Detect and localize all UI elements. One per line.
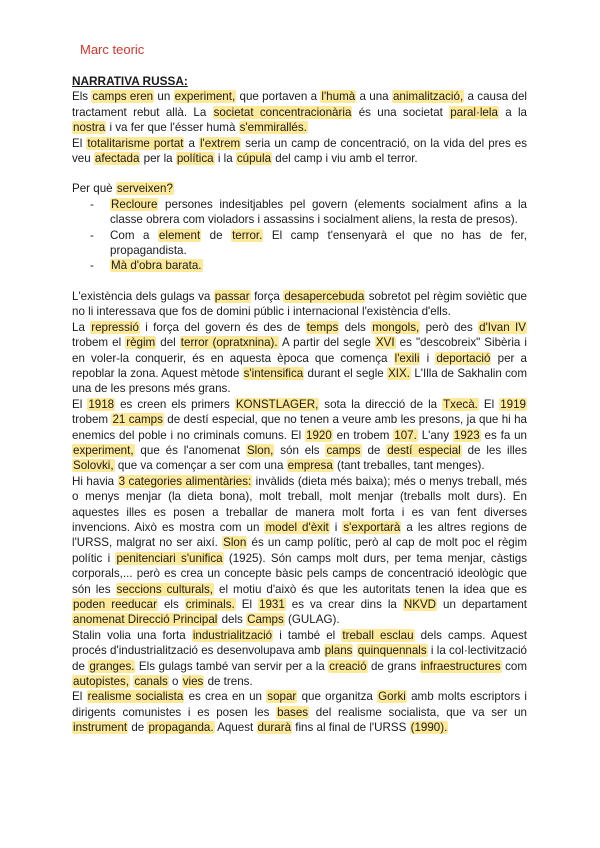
highlighted-text: 107. bbox=[394, 428, 417, 442]
page-title: Marc teoric bbox=[80, 42, 145, 57]
highlighted-text: nostra bbox=[73, 121, 106, 135]
highlighted-text: 1918 bbox=[88, 397, 115, 411]
highlighted-text: desapercebuda bbox=[284, 289, 365, 303]
highlighted-text: element bbox=[158, 228, 201, 242]
highlighted-text: KONSTLAGER, bbox=[235, 397, 319, 411]
body-paragraph-4: Hi havia 3 categories alimentàries: invàlids (dieta més baixa); més o menys treball, més o menys menjar (la dieta bona), molt treball, molt menjar (treballs molt durs). En aquestes illes es posen a treballar de manera molt forta i es van fent diverses invencions. Això es mostra com un model d'èxit i s'exportarà a les altres regions de l'URSS, malgrat no ser així. Slon és un camp polític, però al cap de molt poc el règim polític i penitenciari s'unifica (1925). Són camps molt durs, per tema menjar, càstigs corporals,... però es crea un concepte bàsic pels camps de concentració ideològic que són les seccions culturals, el motiu d'això és que les autoritats tenen la idea que es poden reeducar els criminals. El 1931 es va crear dins la NKVD un departament anomenat Direcció Principal dels Camps (GULAG). bbox=[72, 474, 528, 627]
highlighted-text: animalització, bbox=[392, 90, 464, 104]
highlighted-text: terror (opratxnina). bbox=[180, 336, 278, 350]
highlighted-text: destí especial bbox=[387, 443, 461, 457]
highlighted-text: afectada bbox=[94, 152, 140, 166]
highlighted-text: mongols, bbox=[372, 320, 420, 334]
highlighted-text: propaganda. bbox=[148, 721, 214, 735]
highlighted-text: l'exili bbox=[394, 351, 420, 365]
highlighted-text: empresa bbox=[287, 459, 333, 473]
highlighted-text: d'Ivan IV bbox=[479, 320, 526, 334]
highlighted-text: temps bbox=[306, 320, 339, 334]
intro-paragraph-2: El totalitarisme portat a l'extrem seria un camp de concentració, on la vida del pres es veu afectada per la política i la cúpula del camp i viu amb el terror. bbox=[72, 136, 528, 166]
highlighted-text: infraestructures bbox=[420, 659, 501, 673]
highlighted-text: deportació bbox=[436, 351, 491, 365]
question-line: Per què serveixen? bbox=[72, 182, 173, 196]
highlighted-text: criminals. bbox=[185, 598, 235, 611]
body-paragraph-6: El realisme socialista es crea en un sopar que organitza Gorki amb molts escriptors i dirigents comunistes i es posen les bases del realisme socialista, que va ser un instrument de propaganda. Aquest durarà fins al final de l'URSS (1990). bbox=[72, 690, 528, 735]
highlighted-text: cúpula bbox=[236, 152, 272, 166]
highlighted-text: passar bbox=[214, 289, 250, 303]
highlighted-text: política bbox=[176, 152, 214, 166]
highlighted-text: s'intensifica bbox=[243, 366, 304, 380]
highlighted-text: l'humà bbox=[321, 90, 356, 104]
body-paragraph-3: El 1918 es creen els primers KONSTLAGER, sota la direcció de la Txecà. El 1919 trobem 21 camps de destí especial, que no tenen a veure amb les presons, ja que hi ha enemics del poble i no criminals comuns. El 1920 en trobem 107. L'any 1923 es fa un experiment, que és l'anomenat Slon, són els camps de destí especial de les illes Solovki, que va començar a ser com una empresa (tant treballes, tant menges). bbox=[72, 397, 528, 473]
highlighted-text: granges. bbox=[89, 659, 135, 673]
highlighted-text: paral·lela bbox=[450, 105, 498, 119]
document-body bbox=[72, 74, 527, 736]
highlighted-text: XIX. bbox=[388, 366, 410, 380]
spacer bbox=[72, 166, 527, 181]
highlighted-text: s'exportarà bbox=[343, 520, 401, 534]
highlighted-text: treball esclau bbox=[342, 628, 414, 642]
highlighted-text: vies bbox=[182, 675, 204, 689]
list-item bbox=[90, 258, 527, 273]
highlighted-text: 1923 bbox=[453, 428, 480, 442]
highlighted-text: Camps bbox=[247, 613, 284, 627]
body-paragraph-1: L'existència dels gulags va passar força desapercebuda sobretot pel règim soviètic que no li interessava que fos de domini públic i internacional l'existència d'ells. bbox=[72, 289, 528, 319]
highlighted-text: XVI bbox=[375, 336, 395, 350]
highlighted-text: experiment, bbox=[174, 90, 236, 104]
highlighted-text: 1920 bbox=[306, 428, 332, 442]
section-heading: NARRATIVA RUSSA: bbox=[72, 74, 188, 88]
highlighted-text: l'extrem bbox=[199, 136, 241, 150]
highlighted-text: camps bbox=[326, 443, 361, 457]
highlighted-text: quinquennals bbox=[357, 644, 427, 658]
highlighted-text: 3 categories alimentàries: bbox=[118, 474, 252, 488]
highlighted-text: anomenat Direcció Principal bbox=[73, 613, 218, 627]
highlighted-text: totalitarisme portat bbox=[87, 136, 184, 150]
highlighted-text: penitenciari s'unifica bbox=[116, 551, 223, 565]
highlighted-text: industrialització bbox=[192, 628, 273, 642]
highlighted-text: durarà bbox=[257, 721, 292, 735]
intro-paragraph-1: Els camps eren un experiment, que portaven a l'humà a una animalització, a causa del tractament rebut allà. La societat concentracionària és una societat paral·lela a la nostra i va fer que l'ésser humà s'emmirallés. bbox=[72, 90, 527, 135]
highlighted-text: camps eren bbox=[92, 90, 154, 104]
highlighted-text: NKVD bbox=[403, 598, 437, 611]
body-paragraph-5: Stalin volia una forta industrialització i també el treball esclau dels camps. Aquest procés d'industrialització es desenvolupava amb plans quinquennals i la col·lectivització de granges. Els gulags també van servir per a la creació de grans infraestructures com autopistes, canals o vies de trens. bbox=[72, 628, 528, 689]
highlighted-text: terror. bbox=[232, 228, 263, 242]
body-paragraph-2: La repressió i força del govern és des de temps dels mongols, però des d'Ivan IV trobem el règim del terror (opratxnina). A partir del segle XVI es "descobreix" Sibèria i en voler-la conquerir, és en aquesta època que comença l'exili i deportació per a repoblar la zona. Aquest mètode s'intensifica durant el segle XIX. L'Illa de Sakhalin com una de les presons més grans. bbox=[72, 320, 528, 396]
highlighted-text: canals bbox=[134, 675, 168, 689]
highlighted-text: Recloure bbox=[111, 197, 158, 211]
highlighted-text: societat concentracionària bbox=[213, 105, 352, 119]
highlighted-text: 1931 bbox=[259, 598, 285, 611]
highlighted-text: règim bbox=[126, 336, 156, 350]
highlighted-text: seccions culturals, bbox=[116, 582, 214, 596]
highlighted-text: 21 camps bbox=[112, 413, 163, 427]
spacer bbox=[72, 274, 527, 289]
highlighted-text: sopar bbox=[267, 690, 297, 704]
highlighted-text: realisme socialista bbox=[87, 690, 184, 704]
highlighted-text: Solovki, bbox=[73, 459, 114, 473]
highlighted-text: repressió bbox=[91, 320, 139, 334]
purpose-list bbox=[72, 197, 527, 274]
highlighted-text: Txecà. bbox=[443, 397, 478, 411]
highlighted-text: poden reeducar bbox=[73, 598, 157, 611]
highlighted-text: Slon bbox=[223, 536, 247, 550]
highlighted-text: plans bbox=[324, 644, 353, 658]
highlighted-text: serveixen? bbox=[116, 182, 173, 196]
highlighted-text: bases bbox=[277, 705, 309, 719]
highlighted-text: (1990). bbox=[410, 721, 448, 735]
highlighted-text: Mà d'obra barata. bbox=[111, 259, 202, 273]
highlighted-text: Gorki bbox=[378, 690, 406, 704]
highlighted-text: 1919 bbox=[500, 397, 526, 411]
highlighted-text: model d'èxit bbox=[265, 520, 329, 534]
highlighted-text: s'emmirallés. bbox=[239, 121, 307, 135]
highlighted-text: Slon, bbox=[246, 443, 274, 457]
highlighted-text: autopistes, bbox=[73, 675, 130, 689]
highlighted-text: creació bbox=[329, 659, 367, 673]
highlighted-text: experiment, bbox=[73, 443, 134, 457]
highlighted-text: instrument bbox=[73, 721, 128, 735]
list-item: - Recloure persones indesitjables pel govern (elements socialment afins a la classe obrera com violadors i assassins i socialment aliens, la resta de presos). bbox=[90, 197, 527, 228]
list-item: - Com a element de terror. El camp t'ensenyarà el que no has de fer, propagandista. bbox=[90, 228, 527, 259]
